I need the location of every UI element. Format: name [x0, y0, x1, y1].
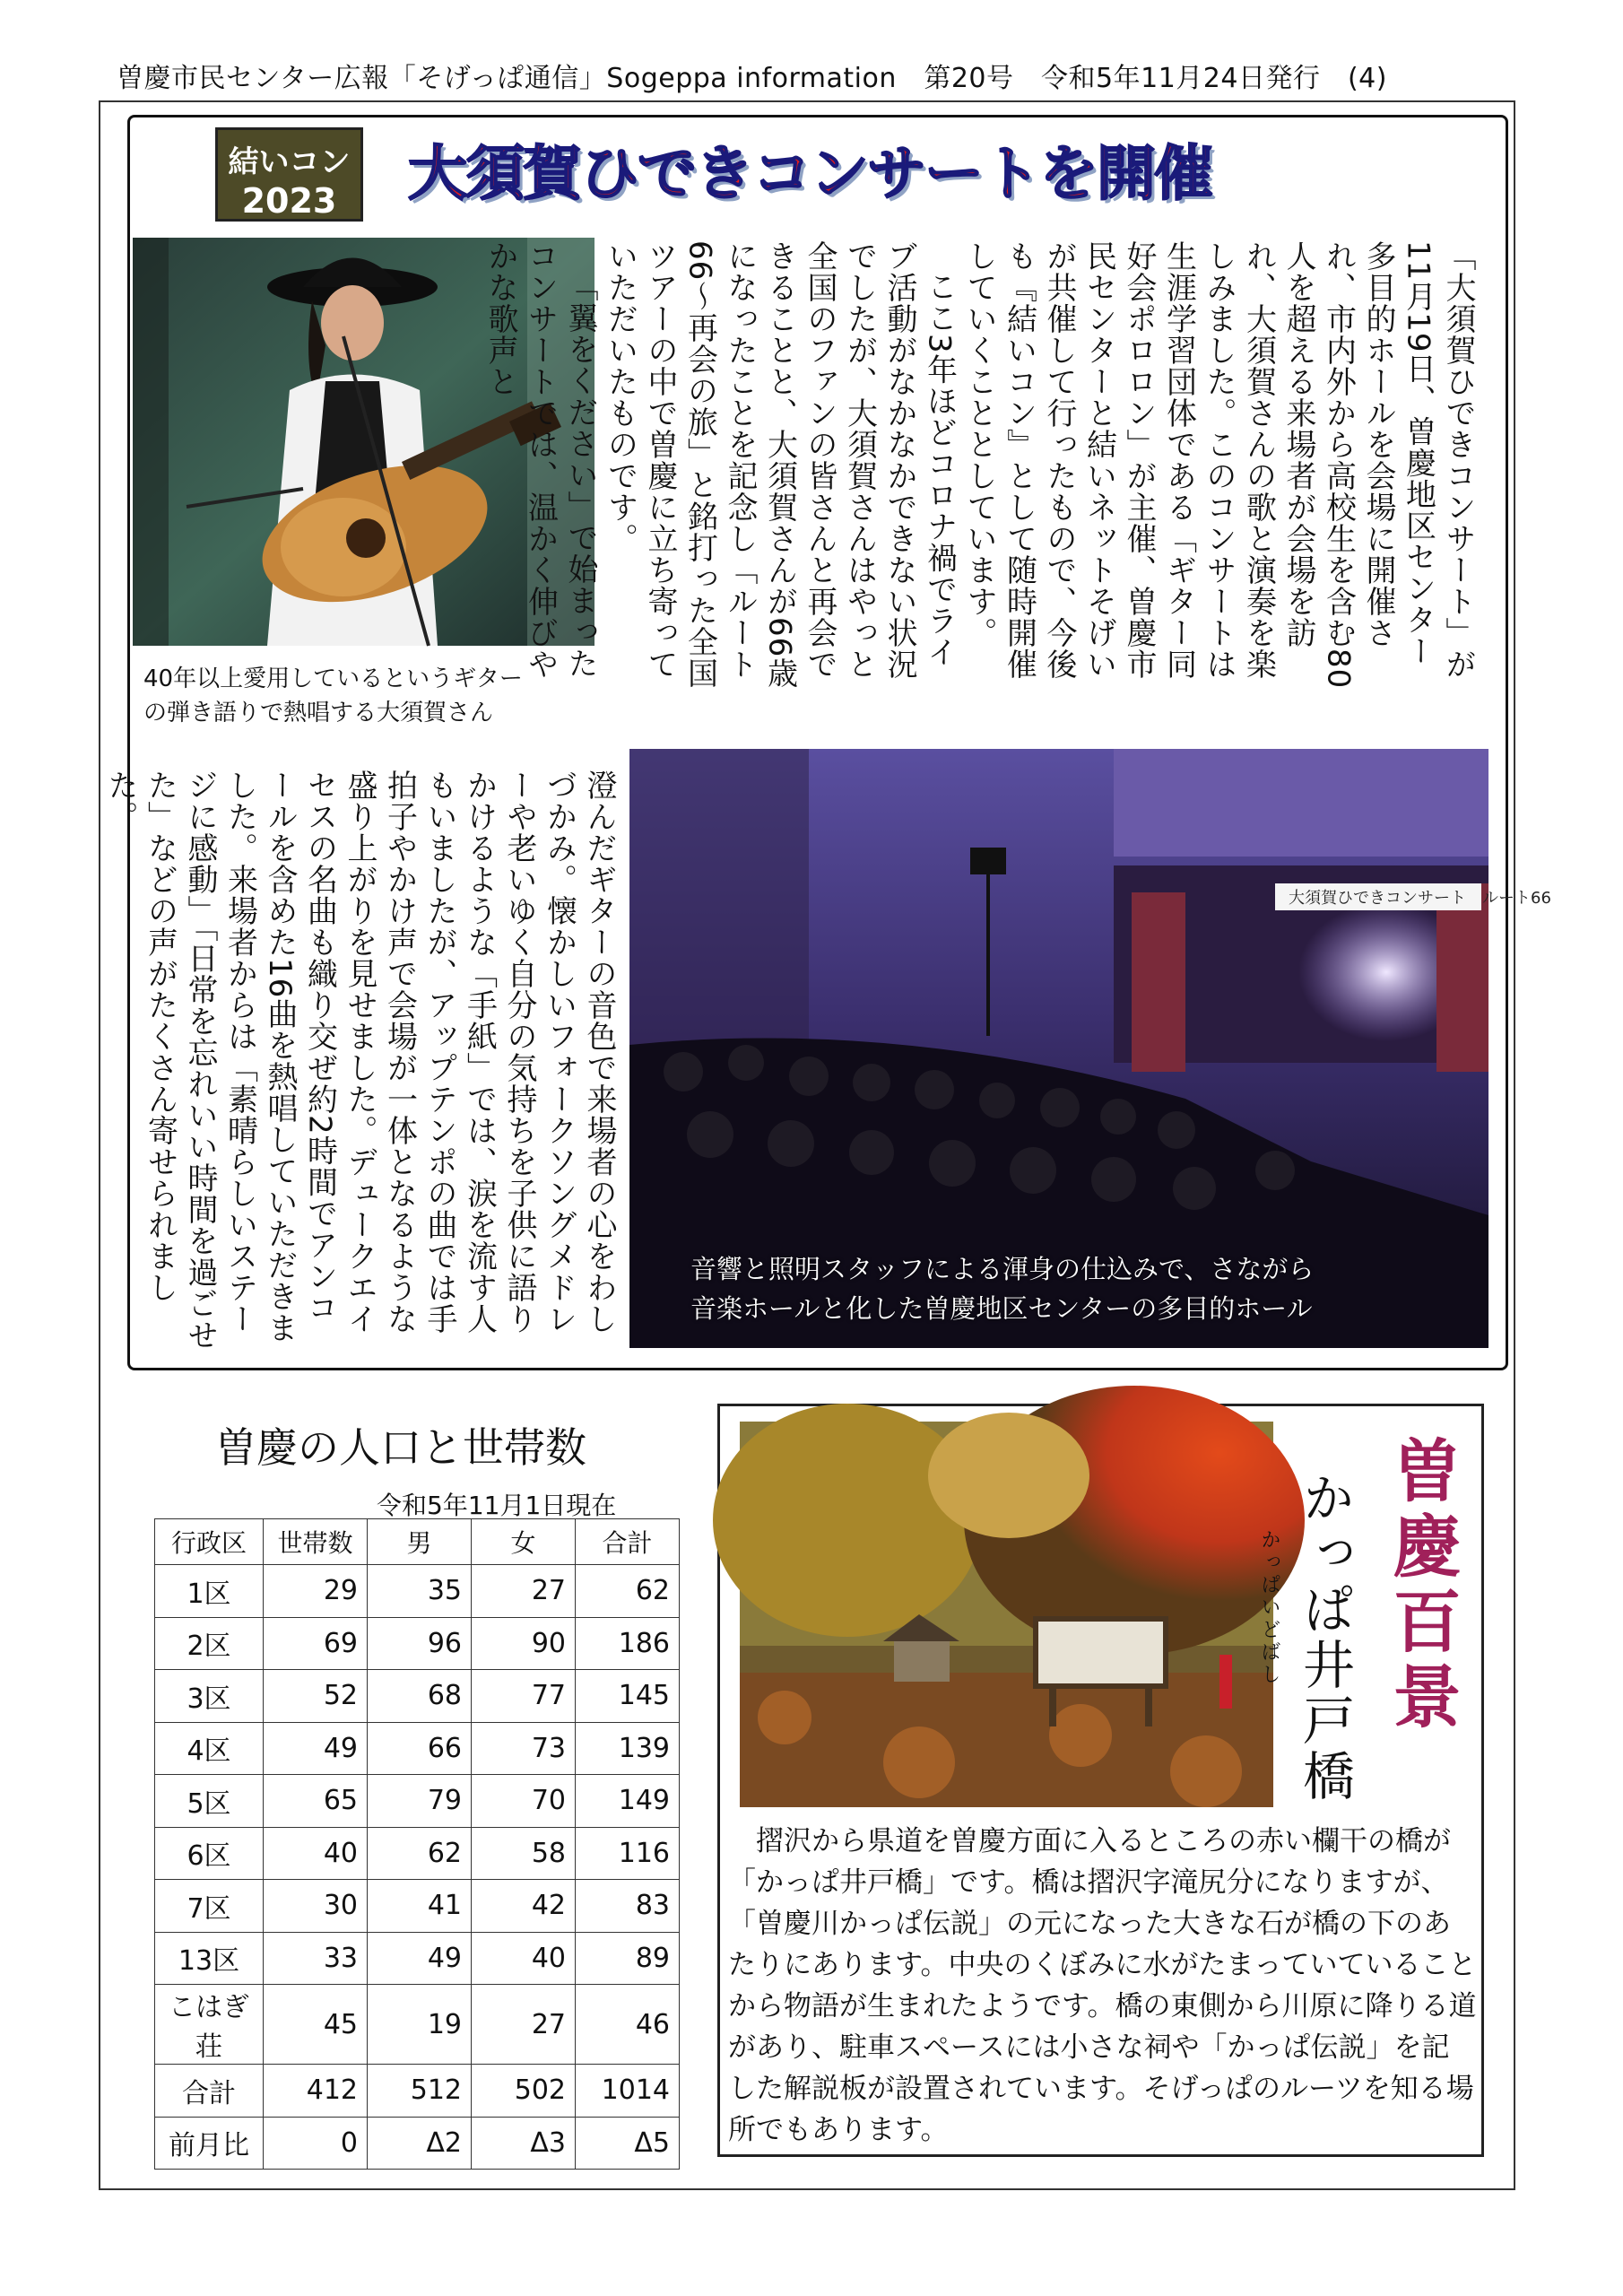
value-cell: 41 — [368, 1880, 472, 1933]
value-cell: 65 — [264, 1775, 368, 1828]
column-header: 男 — [368, 1519, 472, 1565]
value-cell: 19 — [368, 1985, 472, 2065]
population-title: 曽慶の人口と世帯数 — [215, 1423, 586, 1472]
district-cell: 6区 — [155, 1827, 264, 1880]
value-cell: 512 — [368, 2065, 472, 2118]
table-row — [155, 2117, 680, 2170]
hyakkei-description: 摺沢から県道を曽慶方面に入るところの赤い欄干の橋が「かっぱ井戸橋」です。橋は摺沢字滝尻分になりますが、「曽慶川かっぱ伝説」の元になった大きな石が橋の下のあたりにあります。中央のくぼみに水がたまっていていることから物語が生まれたようです。橋の東側から川原に降りる道があり、駐車スペースには小さな祠や「かっぱ伝説」を記した解説板が設置されています。そげっぱのルーツを知る場所でもあります。 — [728, 1825, 1477, 2146]
value-cell: 62 — [368, 1827, 472, 1880]
value-cell: 89 — [576, 1932, 680, 1985]
value-cell: 52 — [264, 1670, 368, 1723]
column-header: 世帯数 — [264, 1519, 368, 1565]
caption-line: 音響と照明スタッフによる渾身の仕込みで、さながら — [690, 1254, 1315, 1284]
column-header: 行政区 — [155, 1519, 264, 1565]
table-row — [155, 1827, 680, 1880]
value-cell: 0 — [264, 2117, 368, 2170]
value-cell: 73 — [472, 1722, 576, 1775]
article-paragraph: 「大須賀ひできコンサート」が11月19日、曽慶地区センター多目的ホールを会場に開催され、市内外から高校生を含む80人を超える来場者が会場を訪れ、大須賀さんの歌と演奏を楽しみました。このコンサートは生涯学習団体である「ギター同好会ポロロン」が主催、曽慶市民センターと結いネットそげいが共催して行ったもので、今後も『結いコン』として随時開催していくこととしています。 — [961, 240, 1476, 690]
column-header: 女 — [472, 1519, 576, 1565]
value-cell: 412 — [264, 2065, 368, 2118]
article-headline: 大須賀ひできコンサートを開催 — [408, 139, 1211, 208]
table-row — [155, 1617, 680, 1670]
population-date: 令和5年11月1日現在 — [377, 1491, 617, 1520]
value-cell: 149 — [576, 1775, 680, 1828]
table-row — [155, 1565, 680, 1618]
district-cell: 4区 — [155, 1722, 264, 1775]
district-cell: 5区 — [155, 1775, 264, 1828]
caption-line: の弾き語りで熱唱する大須賀さん — [143, 700, 494, 726]
value-cell: Δ3 — [472, 2117, 576, 2170]
article-text-column-2 — [102, 770, 619, 1351]
value-cell: 66 — [368, 1722, 472, 1775]
kappa-bridge-photo — [740, 1422, 1273, 1807]
value-cell: 49 — [368, 1932, 472, 1985]
value-cell: 70 — [472, 1775, 576, 1828]
article-text-column-1 — [482, 240, 1478, 698]
value-cell: 42 — [472, 1880, 576, 1933]
value-cell: 90 — [472, 1617, 576, 1670]
article-paragraph: ここ3年ほどコロナ禍でライブ活動がなかなかできない状況でしたが、大須賀さんはやっと全国のファンの皆さんと再会できることと、大須賀さんが66歳になったことを記念し「ルート66～再会の旅」と銘打った全国ツアーの中で曽慶に立ち寄っていただいたものです。 — [602, 240, 958, 690]
table-row — [155, 1932, 680, 1985]
value-cell: 33 — [264, 1932, 368, 1985]
stage-banner: 大須賀ひできコンサート ルート66 — [1289, 889, 1551, 908]
value-cell: 186 — [576, 1617, 680, 1670]
value-cell: 69 — [264, 1617, 368, 1670]
value-cell: 40 — [264, 1827, 368, 1880]
district-cell: 7区 — [155, 1880, 264, 1933]
table-row — [155, 1880, 680, 1933]
value-cell: Δ5 — [576, 2117, 680, 2170]
value-cell: 40 — [472, 1932, 576, 1985]
district-cell: 2区 — [155, 1617, 264, 1670]
value-cell: 1014 — [576, 2065, 680, 2118]
table-row — [155, 2065, 680, 2118]
district-cell: こはぎ荘 — [155, 1985, 264, 2065]
article-paragraph: 「翼をください」で始まったコンサートでは、温かく伸びやかな歌声と — [482, 240, 598, 680]
badge-year: 2023 — [241, 181, 337, 221]
hyakkei-title: 曽慶百景 — [1382, 1435, 1462, 1736]
table-row — [155, 1670, 680, 1723]
district-cell: 前月比 — [155, 2117, 264, 2170]
badge-label: 結いコン — [228, 144, 351, 180]
caption-line: 音楽ホールと化した曽慶地区センターの多目的ホール — [690, 1293, 1313, 1324]
newsletter-header: 曽慶市民センター広報「そげっぱ通信」Sogeppa information 第20号 令和5年11月24日発行 (4) — [117, 63, 1387, 94]
table-row — [155, 1775, 680, 1828]
value-cell: 68 — [368, 1670, 472, 1723]
district-cell: 合計 — [155, 2065, 264, 2118]
value-cell: 35 — [368, 1565, 472, 1618]
value-cell: 45 — [264, 1985, 368, 2065]
population-table — [154, 1518, 680, 2170]
value-cell: 58 — [472, 1827, 576, 1880]
value-cell: 502 — [472, 2065, 576, 2118]
table-row — [155, 1722, 680, 1775]
table-row — [155, 1985, 680, 2065]
value-cell: 30 — [264, 1880, 368, 1933]
value-cell: 77 — [472, 1670, 576, 1723]
district-cell: 13区 — [155, 1932, 264, 1985]
district-cell: 3区 — [155, 1670, 264, 1723]
value-cell: 145 — [576, 1670, 680, 1723]
value-cell: 83 — [576, 1880, 680, 1933]
column-header: 合計 — [576, 1519, 680, 1565]
value-cell: 62 — [576, 1565, 680, 1618]
district-cell: 1区 — [155, 1565, 264, 1618]
hall-photo-caption — [690, 1249, 1480, 1328]
caption-line: 40年以上愛用しているというギター — [143, 665, 523, 692]
hyakkei-name-ruby: かっぱいどばし — [1258, 1529, 1280, 1686]
article-paragraph: 澄んだギターの音色で来場者の心をわしづかみ。懐かしいフォークソングメドレーや老いゆく自分の気持ちを子供に語りかけるような「手紙」では、涙を流す人もいましたが、アップテンポの曲では手拍子やかけ声で会場が一体となるような盛り上がりを見せました。デュークエイセスの名曲も織り交ぜ約2時間でアンコールを含めた16曲を熱唱していただきました。来場者からは「素晴らしいステージに感動」「日常を忘れいい時間を過ごせた」などの声がたくさん寄せられました。 — [102, 770, 617, 1351]
value-cell: 29 — [264, 1565, 368, 1618]
value-cell: 79 — [368, 1775, 472, 1828]
value-cell: 96 — [368, 1617, 472, 1670]
table-header-row — [155, 1519, 680, 1565]
hyakkei-place-name: かっぱ井戸橋 — [1294, 1471, 1355, 1805]
value-cell: 49 — [264, 1722, 368, 1775]
value-cell: 139 — [576, 1722, 680, 1775]
value-cell: 116 — [576, 1827, 680, 1880]
value-cell: 27 — [472, 1985, 576, 2065]
yuicon-badge — [215, 127, 363, 222]
value-cell: 46 — [576, 1985, 680, 2065]
value-cell: Δ2 — [368, 2117, 472, 2170]
value-cell: 27 — [472, 1565, 576, 1618]
